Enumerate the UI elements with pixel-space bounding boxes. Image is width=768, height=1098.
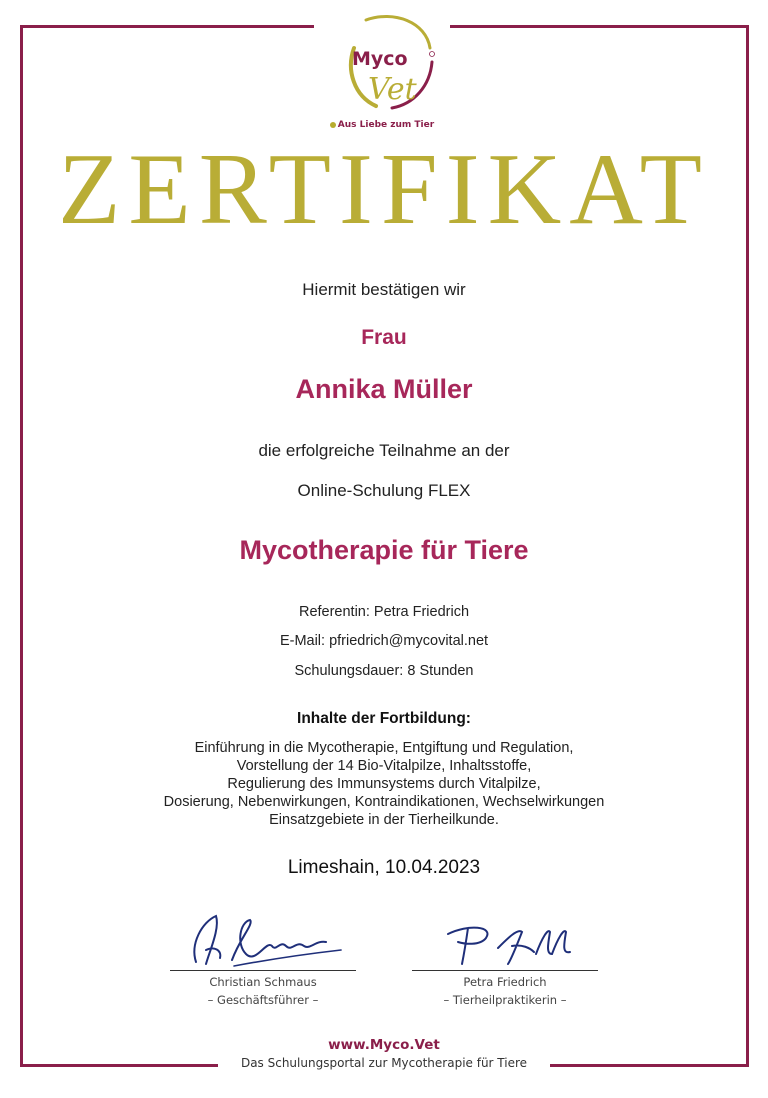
- email-line: E-Mail: pfriedrich@mycovital.net: [279, 633, 489, 649]
- frame-bottom-right: [548, 1064, 749, 1067]
- logo-brand-top: Myco: [352, 48, 408, 70]
- website-link[interactable]: www.Myco.Vet: [328, 1037, 440, 1053]
- recipient-name: Annika Müller: [295, 374, 473, 404]
- tagline-dot-icon: [330, 122, 336, 128]
- contents-line: Dosierung, Nebenwirkungen, Kontraindikationen, Wechselwirkungen: [163, 794, 605, 810]
- signature-line-1: [170, 970, 356, 971]
- certificate-title: ZERTIFIKAT: [58, 133, 710, 246]
- speaker-line: Referentin: Petra Friedrich: [298, 604, 470, 620]
- logo-tagline-text: Aus Liebe zum Tier: [337, 120, 435, 130]
- logo-tagline: [314, 120, 450, 130]
- salutation: Frau: [361, 326, 407, 349]
- logo-mark: [314, 8, 450, 120]
- myco-vet-logo: [314, 8, 450, 132]
- frame-top-left: [20, 25, 320, 28]
- contents-heading: Inhalte der Fortbildung:: [297, 710, 471, 727]
- contents-line: Regulierung des Immunsystems durch Vitalpilze,: [227, 776, 541, 792]
- frame-bottom-left: [20, 1064, 220, 1067]
- signer-role-2: – Tierheilpraktikerin –: [443, 993, 567, 1007]
- signature-friedrich: [438, 918, 588, 970]
- signature-line-2: [412, 970, 598, 971]
- participation-text: die erfolgreiche Teilnahme an der: [258, 441, 510, 460]
- contents-line: Vorstellung der 14 Bio-Vitalpilze, Inhaltsstoffe,: [236, 758, 532, 774]
- signer-name-2: Petra Friedrich: [463, 975, 547, 989]
- contents-line: Einsatzgebiete in der Tierheilkunde.: [269, 812, 499, 828]
- intro-text: Hiermit bestätigen wir: [302, 280, 466, 299]
- logo-brand-bottom: Vet: [368, 72, 417, 107]
- signature-schmaus: [176, 910, 356, 972]
- duration-line: Schulungsdauer: 8 Stunden: [294, 663, 474, 679]
- footer-tagline: Das Schulungsportal zur Mycotherapie für Tiere: [218, 1056, 550, 1070]
- signer-role-1: – Geschäftsführer –: [207, 993, 319, 1007]
- frame-top-right: [444, 25, 749, 28]
- course-format: Online-Schulung FLEX: [297, 481, 471, 500]
- place-date: Limeshain, 10.04.2023: [287, 857, 481, 878]
- course-title: Mycotherapie für Tiere: [239, 535, 529, 565]
- contents-line: Einführung in die Mycotherapie, Entgiftung und Regulation,: [194, 740, 574, 756]
- signer-name-1: Christian Schmaus: [209, 975, 317, 989]
- contents-list: [0, 739, 768, 829]
